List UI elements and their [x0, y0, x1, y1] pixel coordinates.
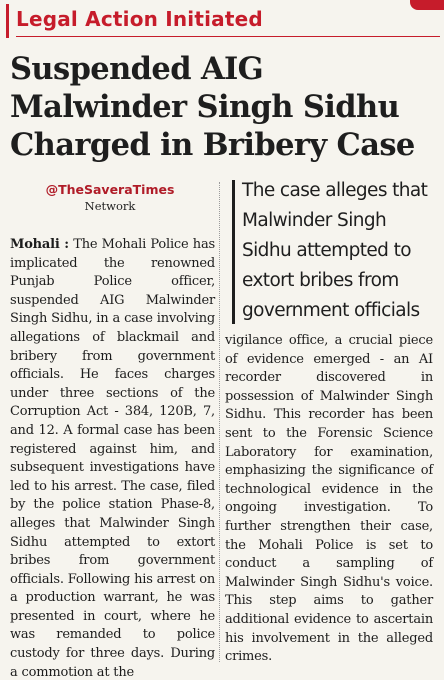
- kicker-label: Legal Action Initiated: [16, 7, 263, 31]
- column-divider: [219, 182, 220, 662]
- kicker-underline: [16, 36, 440, 37]
- article-column-right: [225, 332, 433, 667]
- article-headline: Suspended AIG Malwinder Singh Sidhu Charged in Bribery Case: [10, 51, 415, 163]
- right-column-body: vigilance office, a crucial piece of evidence emerged - an AI recorder discovered in possession of Malwinder Singh Sidhu. This recorder has been sent to the Forensic Science Laboratory for examination, emphasizing the significance of technological evidence in the ongoing investigation. To further strengthen their case, the Mohali Police is set to conduct a sampling of Malwinder Singh Sidhu's voice. This step aims to gather additional evidence to ascertain his involvement in the alleged crimes.: [225, 333, 433, 665]
- dateline: Mohali :: [10, 237, 69, 252]
- byline: [10, 182, 210, 213]
- article-column-left: [10, 236, 215, 680]
- pull-quote-bar: [232, 180, 235, 324]
- byline-handle: @TheSaveraTimes: [45, 182, 175, 197]
- kicker-accent-bar: [6, 4, 9, 38]
- left-column-body: The Mohali Police has implicated the renowned Punjab Police officer, suspended AIG Malwinder Singh Sidhu, in a case involving allegations of blackmail and bribery from government officials. He faces charges under three sections of the Corruption Act - 384, 120B, 7, and 12. A formal case has been registered against him, and subsequent investigations have led to his arrest. The case, filed by the police station Phase-8, alleges that Malwinder Singh Sidhu attempted to extort bribes from government officials. Following his arrest on a production warrant, he was presented in court, where he was remanded to police custody for three days. During a commotion at the: [10, 237, 215, 680]
- section-kicker: [6, 4, 442, 38]
- pull-quote: The case alleges that Malwinder Singh Sidhu attempted to extort bribes from government officials: [242, 180, 428, 321]
- article-paragraph-left: [10, 236, 215, 680]
- byline-bureau: Network: [84, 199, 136, 213]
- pull-quote-box: [232, 176, 436, 328]
